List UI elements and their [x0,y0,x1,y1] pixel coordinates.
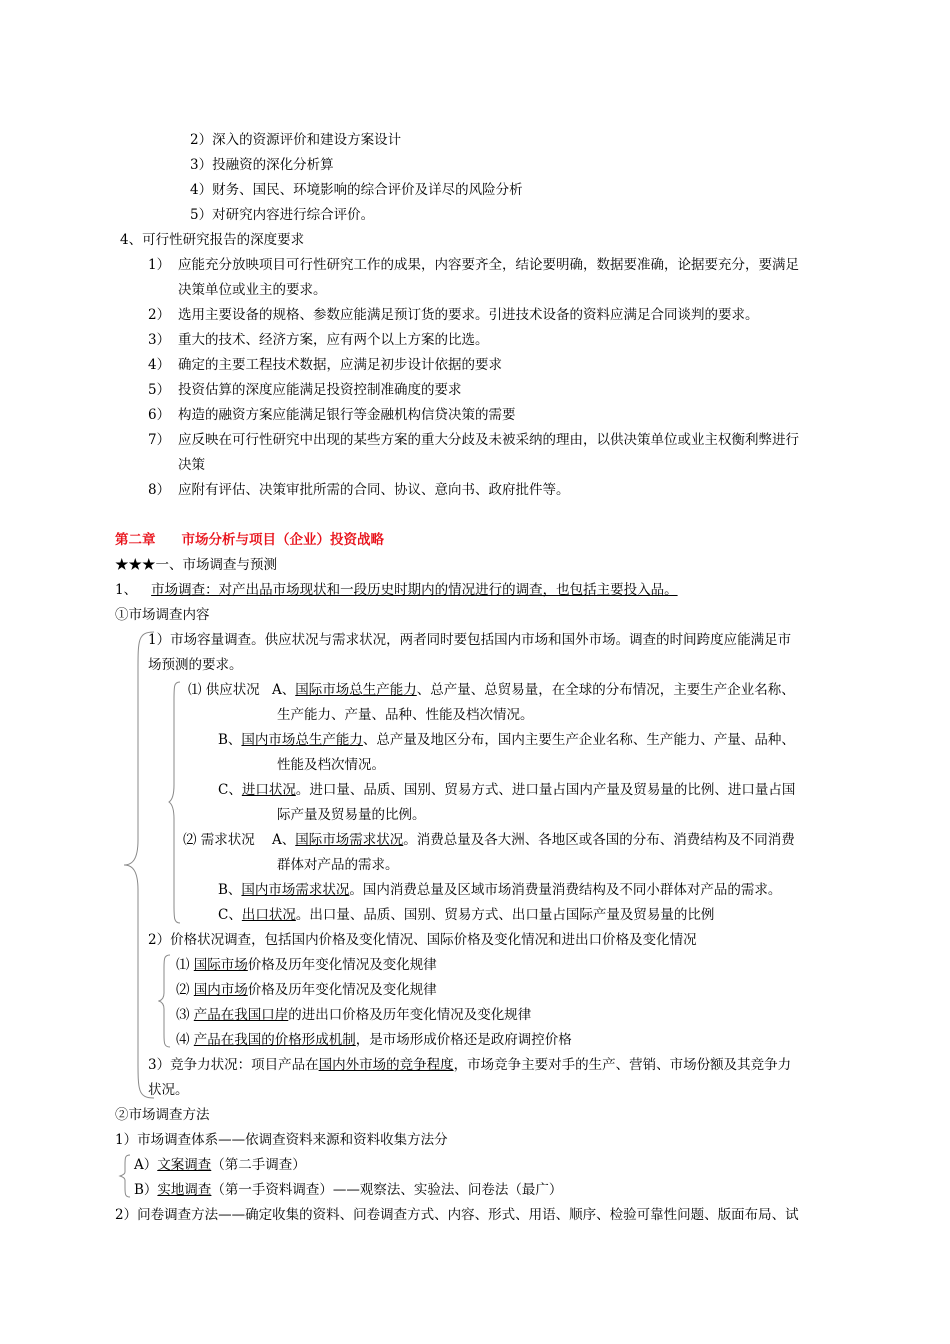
chapter-title: 市场分析与项目（企业）投资战略 [181,532,384,548]
definition: 1、 市场调查：对产出品市场现状和一段历史时期内的情况进行的调查，也包括主要投入品。 [115,582,678,598]
demand-b: B、国内市场需求状况。国内消费总量及区域市场消费量消费结构及不同小群体对产品的需求。 [218,882,782,898]
price-line: 2）价格状况调查，包括国内价格及变化情况、国际价格及变化情况和进出口价格及变化情况 [148,932,697,948]
content-heading: ①市场调查内容 [115,607,210,623]
supply-label: ⑴ 供应状况 [188,682,260,698]
demand-c: C、出口状况。出口量、品质、国别、贸易方式、出口量占国际产量及贸易量的比例 [218,907,715,923]
price-brace [158,953,172,1049]
chapter-label: 第二章 [115,532,156,548]
demand-label: ⑵ 需求状况 [183,832,255,848]
price-item: ⑵ 国内市场价格及历年变化情况及变化规律 [176,982,437,998]
capacity-line-2: 场预测的要求。 [148,657,243,673]
method-line-2: 2）问卷调查方法——确定收集的资料、问卷调查方式、内容、形式、用语、顺序、检验可靠性问题、版面布局、试 [115,1207,799,1223]
list-item: 8） 应附有评估、决策审批所需的合同、协议、意向书、政府批件等。 [148,482,570,498]
compete-line-2: 状况。 [148,1082,189,1098]
list-item: 1） 应能充分放映项目可行性研究工作的成果，内容要齐全，结论要明确，数据要准确，论据要充分，要满足 [148,257,799,273]
supply-b-cont: 性能及档次情况。 [277,757,385,773]
capacity-line: 1）市场容量调查。供应状况与需求状况，两者同时要包括国内市场和国外市场。调查的时间跨度应能满足市 [148,632,792,648]
list-item: 2）深入的资源评价和建设方案设计 [190,132,402,148]
supply-a-cont: 生产能力、产量、品种、性能及档次情况。 [277,707,534,723]
star-heading: ★★★一、市场调查与预测 [115,557,277,573]
list-item: 5）对研究内容进行综合评价。 [190,207,375,223]
list-item-continuation: 决策单位或业主的要求。 [178,282,327,298]
section-heading: 4、可行性研究报告的深度要求 [120,232,305,248]
list-item: 5） 投资估算的深度应能满足投资控制准确度的要求 [148,382,462,398]
list-item: 3）投融资的深化分析算 [190,157,334,173]
big-brace [118,630,158,1100]
list-item: 7） 应反映在可行性研究中出现的某些方案的重大分歧及未被采纳的理由，以供决策单位或业主权衡利弊进行 [148,432,799,448]
supply-a: A、国际市场总生产能力、总产量、总贸易量，在全球的分布情况，主要生产企业名称、 [272,682,795,698]
demand-a: A、国际市场需求状况。消费总量及各大洲、各地区或各国的分布、消费结构及不同消费 [272,832,795,848]
method-b: B）实地调查（第一手资料调查）——观察法、实验法、问卷法（最广） [134,1182,563,1198]
price-item: ⑴ 国际市场价格及历年变化情况及变化规律 [176,957,437,973]
list-item: 2） 选用主要设备的规格、参数应能满足预订货的要求。引进技术设备的资料应满足合同谈判的要求。 [148,307,759,323]
supply-c: C、进口状况。进口量、品质、国别、贸易方式、进口量占国内产量及贸易量的比例、进口量占国 [218,782,796,798]
method-a: A）文案调查（第二手调查） [134,1157,306,1173]
chapter-heading [115,530,384,550]
list-item: 3） 重大的技术、经济方案，应有两个以上方案的比选。 [148,332,489,348]
supply-c-cont: 际产量及贸易量的比例。 [277,807,426,823]
list-item-continuation: 决策 [178,457,205,473]
method-line: 1）市场调查体系——依调查资料来源和资料收集方法分 [115,1132,448,1148]
price-item: ⑶ 产品在我国口岸的进出口价格及历年变化情况及变化规律 [176,1007,532,1023]
compete-line: 3）竞争力状况：项目产品在国内外市场的竞争程度，市场竞争主要对手的生产、营销、市场份额及其竞争力 [148,1057,792,1073]
price-item: ⑷ 产品在我国的价格形成机制，是市场形成价格还是政府调控价格 [176,1032,572,1048]
method-heading: ②市场调查方法 [115,1107,210,1123]
inner-brace [168,680,182,925]
demand-a-cont: 群体对产品的需求。 [277,857,399,873]
method-brace [118,1153,132,1199]
list-item: 6） 构造的融资方案应能满足银行等金融机构信贷决策的需要 [148,407,516,423]
supply-b: B、国内市场总生产能力、总产量及地区分布，国内主要生产企业名称、生产能力、产量、品种、 [218,732,795,748]
list-item: 4）财务、国民、环境影响的综合评价及详尽的风险分析 [190,182,523,198]
list-item: 4） 确定的主要工程技术数据，应满足初步设计依据的要求 [148,357,502,373]
